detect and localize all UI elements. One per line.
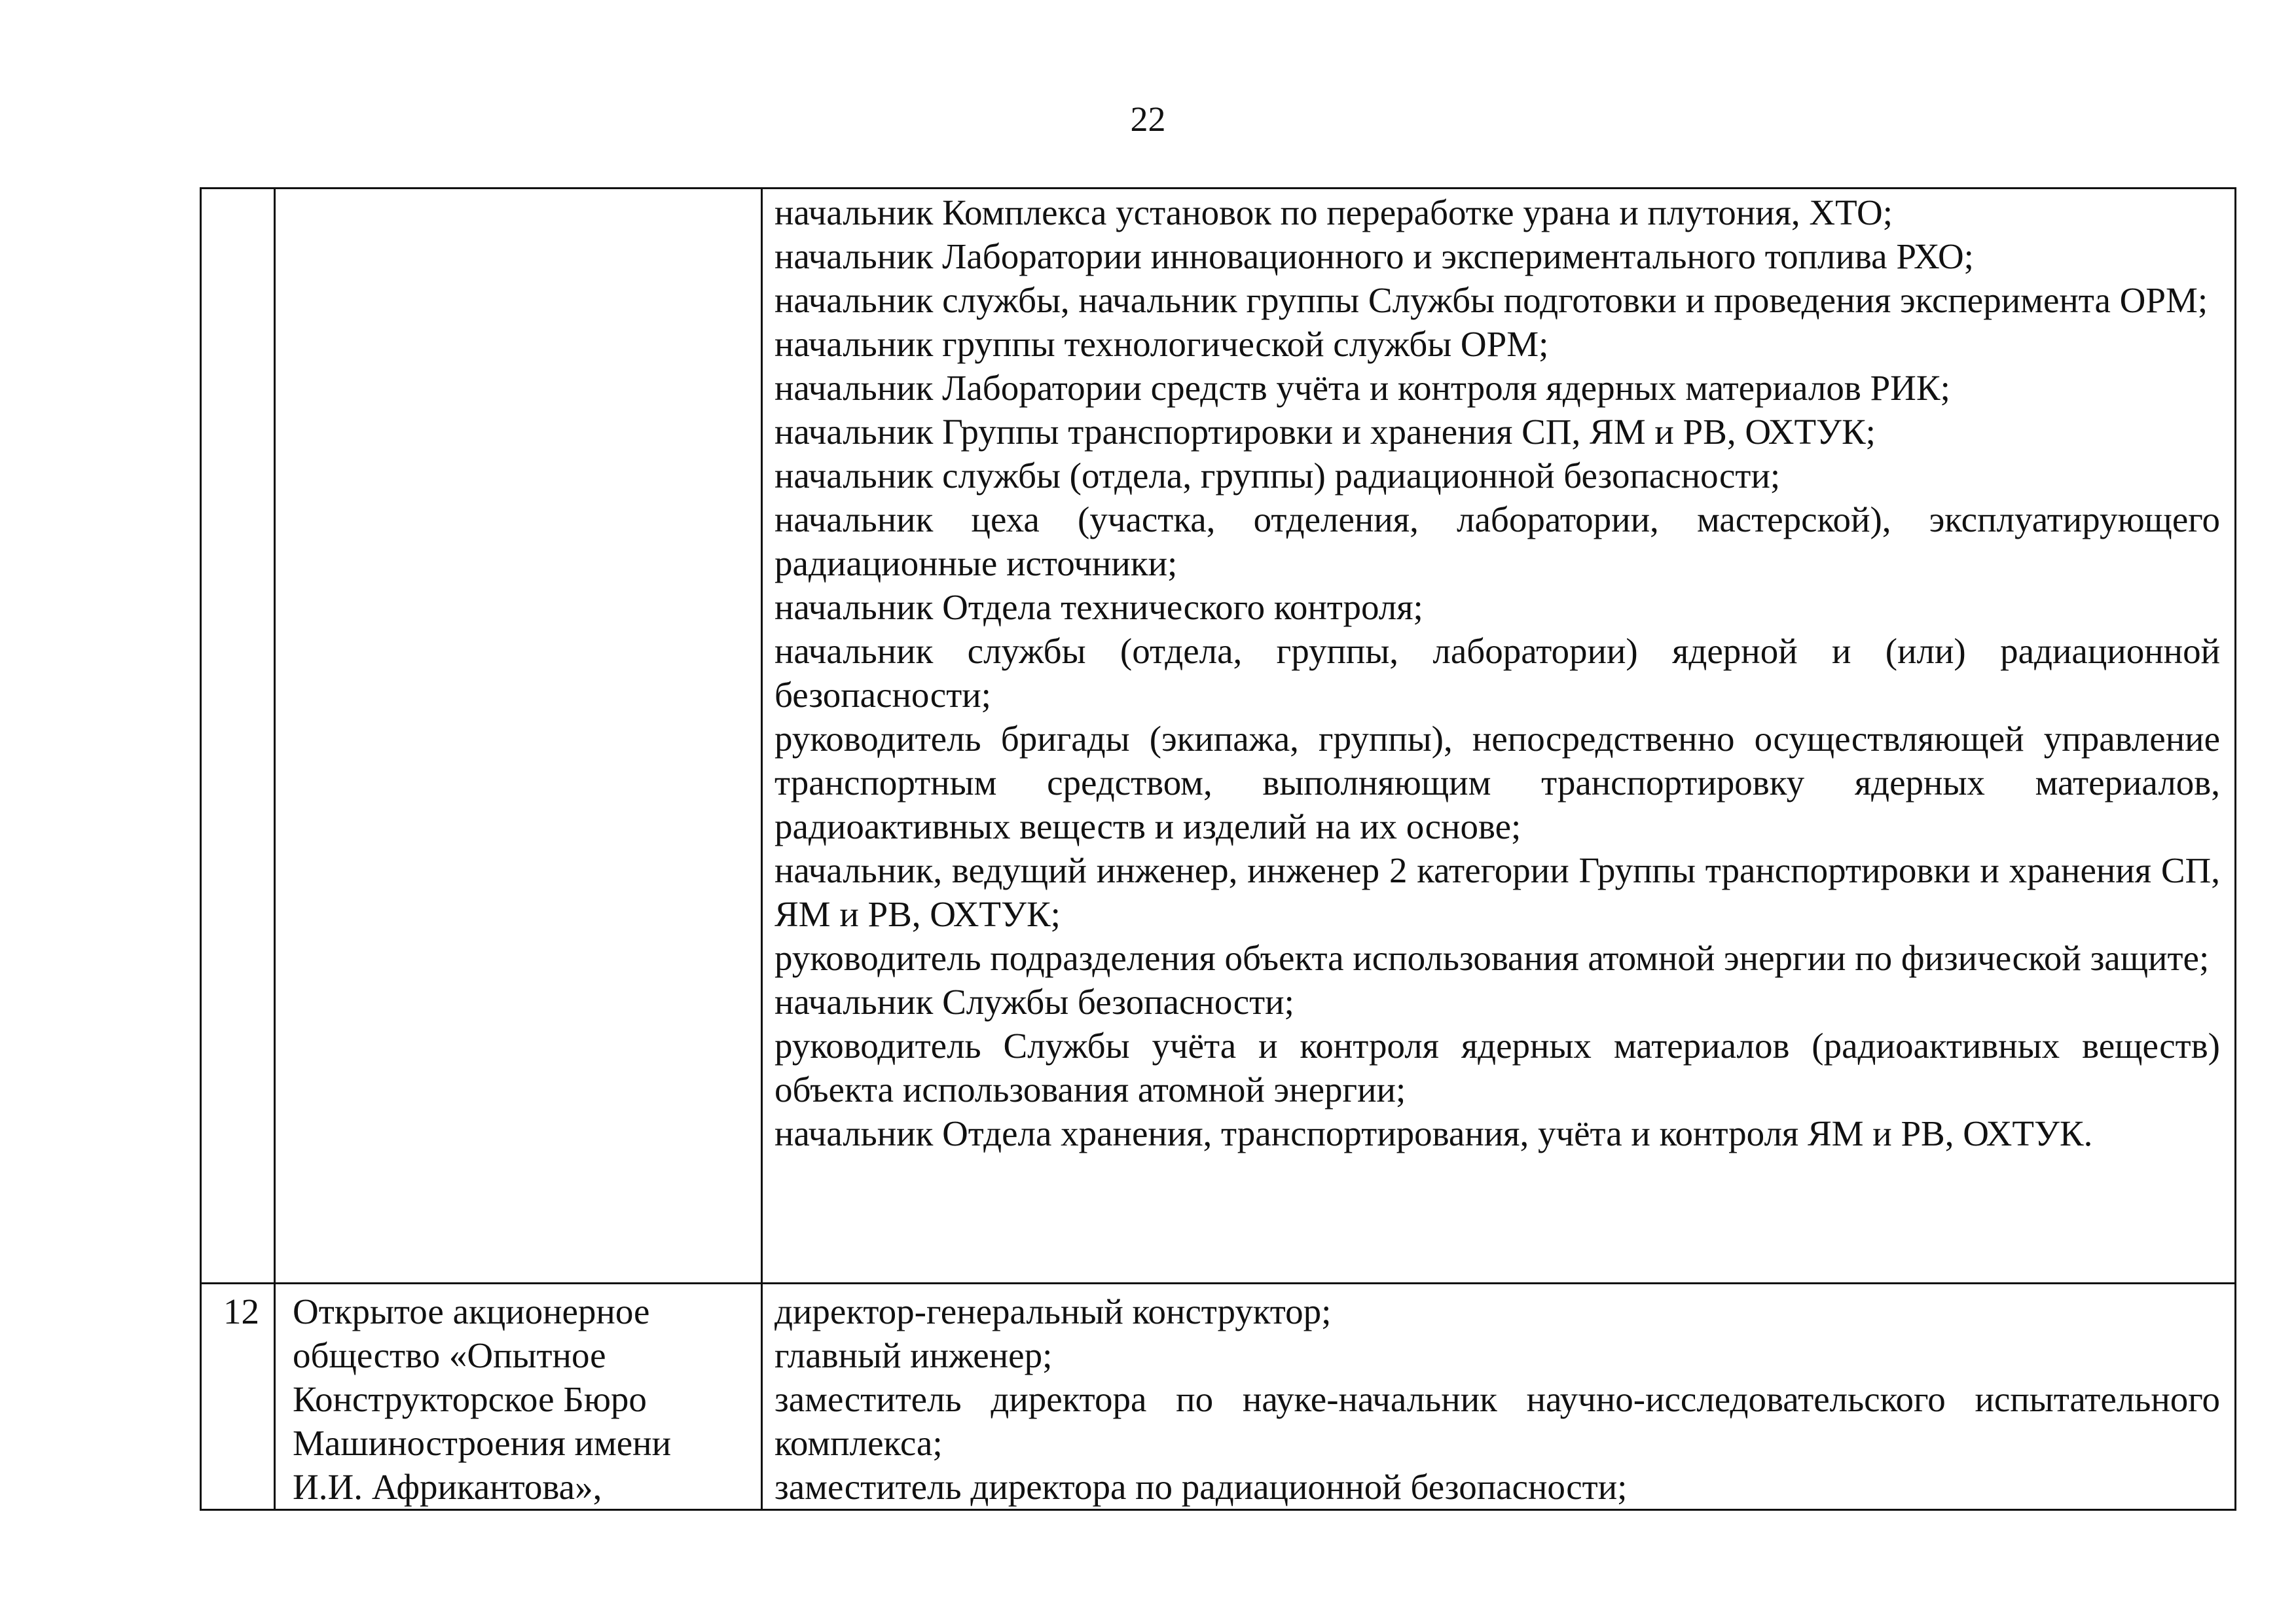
- position-item: начальник Службы безопасности;: [774, 982, 1294, 1022]
- table-row-continued: [201, 189, 2236, 1284]
- position-item: начальник Отдела хранения, транспортирования, учёта и контроля ЯМ и РВ, ОХТУК.: [774, 1113, 2093, 1153]
- row-number-cell: [201, 189, 275, 1284]
- position-item: начальник службы (отдела, группы, лаборатории) ядерной и (или) радиационной безопасности;: [774, 631, 2220, 715]
- position-item: начальник группы технологической службы ОРМ;: [774, 324, 1549, 364]
- position-item: начальник Отдела технического контроля;: [774, 587, 1423, 627]
- positions-cell: [762, 1284, 2236, 1510]
- position-item: начальник службы (отдела, группы) радиационной безопасности;: [774, 456, 1781, 496]
- organization-name-line: общество «Опытное: [293, 1335, 606, 1375]
- position-item: руководитель подразделения объекта использования атомной энергии по физической защите;: [774, 938, 2210, 978]
- position-item: заместитель директора по радиационной безопасности;: [774, 1467, 1628, 1507]
- organization-name-line: Машиностроения имени: [293, 1423, 672, 1463]
- position-item: руководитель Службы учёта и контроля ядерных материалов (радиоактивных веществ) объекта использования атомной энергии;: [774, 1026, 2220, 1110]
- position-item: заместитель директора по науке-начальник научно-исследовательского испытательного комплекса;: [774, 1379, 2220, 1463]
- position-item: главный инженер;: [774, 1335, 1053, 1375]
- organization-name-line: Открытое акционерное: [293, 1291, 650, 1331]
- organization-cell: [275, 189, 762, 1284]
- position-item: руководитель бригады (экипажа, группы), непосредственно осуществляющей управление транспортным средством, выполняющим транспортировку ядерных материалов, радиоактивных веществ и изделий на их основе;: [774, 719, 2220, 846]
- positions-table: [200, 187, 2236, 1511]
- position-item: начальник Лаборатории инновационного и экспериментального топлива РХО;: [774, 236, 1974, 276]
- table-row-12: [201, 1284, 2236, 1510]
- positions-cell: [762, 189, 2236, 1284]
- organization-name-line: Конструкторское Бюро: [293, 1379, 647, 1419]
- position-item: начальник Комплекса установок по переработке урана и плутония, ХТО;: [774, 192, 1893, 232]
- organization-name-line: И.И. Африкантова»,: [293, 1467, 602, 1507]
- row-number-cell: 12: [201, 1284, 275, 1510]
- position-item: начальник Группы транспортировки и хранения СП, ЯМ и РВ, ОХТУК;: [774, 412, 1876, 452]
- position-item: начальник Лаборатории средств учёта и контроля ядерных материалов РИК;: [774, 368, 1950, 408]
- position-item: директор-генеральный конструктор;: [774, 1291, 1332, 1331]
- position-item: начальник, ведущий инженер, инженер 2 категории Группы транспортировки и хранения СП, ЯМ и РВ, ОХТУК;: [774, 850, 2220, 934]
- position-item: начальник цеха (участка, отделения, лаборатории, мастерской), эксплуатирующего радиационные источники;: [774, 499, 2220, 583]
- page-number: 22: [1130, 99, 1166, 139]
- position-item: начальник службы, начальник группы Службы подготовки и проведения эксперимента ОРМ;: [774, 280, 2208, 320]
- organization-cell: [275, 1284, 762, 1510]
